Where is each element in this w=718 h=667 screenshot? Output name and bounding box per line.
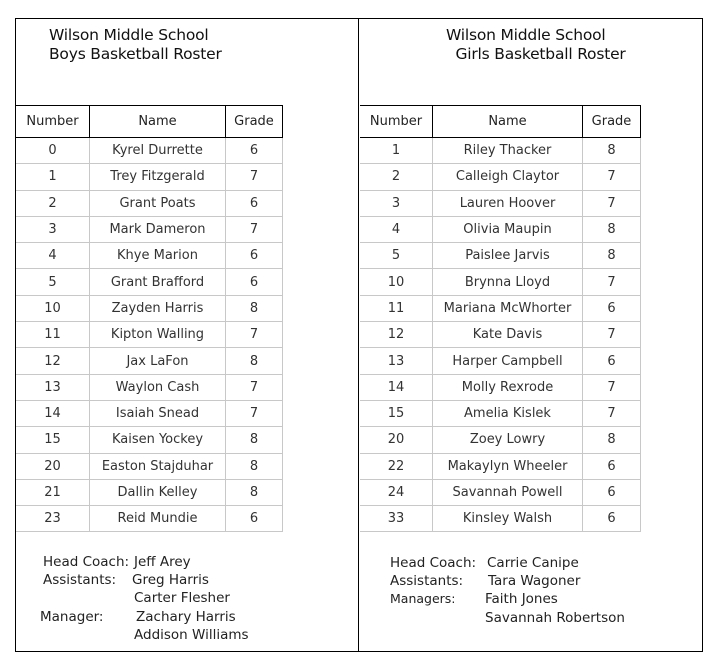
player-name: Kyrel Durrette [90,138,226,164]
boys-table-row [16,453,283,479]
player-name: Kipton Walling [90,322,226,348]
boys-table-row [16,164,283,190]
boys-assistants-label: Assistants: [43,572,117,589]
player-number: 13 [16,374,90,400]
girls-table-row [360,400,641,426]
player-grade: 8 [226,479,283,505]
boys-manager-label: Manager: [40,608,104,625]
player-grade: 6 [226,269,283,295]
column-divider [358,18,359,651]
player-name: Grant Poats [90,190,226,216]
player-grade: 6 [583,295,641,321]
girls-col-grade-header: Grade [583,106,641,138]
player-number: 15 [16,427,90,453]
player-grade: 8 [583,138,641,164]
girls-table-body [360,138,641,532]
player-grade: 8 [583,216,641,242]
player-grade: 6 [583,453,641,479]
player-number: 0 [16,138,90,164]
boys-table-row [16,479,283,505]
player-grade: 7 [226,322,283,348]
girls-assistants-row [390,572,690,590]
boys-assistants-row-2 [43,589,343,607]
player-grade: 6 [583,506,641,532]
player-number: 20 [16,453,90,479]
player-grade: 8 [583,427,641,453]
boys-table-row [16,243,283,269]
player-grade: 7 [583,164,641,190]
player-grade: 7 [583,374,641,400]
girls-assistants-label: Assistants: [390,573,464,590]
player-number: 4 [360,216,433,242]
player-number: 2 [360,164,433,190]
player-number: 1 [360,138,433,164]
player-number: 12 [16,348,90,374]
player-number: 11 [360,295,433,321]
boys-title-roster: Boys Basketball Roster [49,45,222,63]
player-grade: 8 [226,295,283,321]
girls-head-coach-name: Carrie Canipe [487,555,579,571]
player-grade: 7 [583,400,641,426]
player-number: 21 [16,479,90,505]
player-name: Mark Dameron [90,216,226,242]
player-number: 2 [16,190,90,216]
girls-assistant-name: Tara Wagoner [488,573,581,590]
player-grade: 6 [583,348,641,374]
player-number: 20 [360,427,433,453]
player-name: Dallin Kelley [90,479,226,505]
girls-table-row [360,295,641,321]
player-name: Grant Brafford [90,269,226,295]
girls-table-row [360,506,641,532]
boys-table-row [16,322,283,348]
player-grade: 7 [226,374,283,400]
player-grade: 7 [583,269,641,295]
player-number: 10 [360,269,433,295]
player-name: Waylon Cash [90,374,226,400]
boys-head-coach-label: Head Coach: [43,554,130,570]
player-number: 23 [16,506,90,532]
player-name: Harper Campbell [433,348,583,374]
player-name: Zoey Lowry [433,427,583,453]
player-name: Olivia Maupin [433,216,583,242]
girls-manager-name: Faith Jones [485,591,558,608]
player-number: 11 [16,322,90,348]
player-name: Makaylyn Wheeler [433,453,583,479]
boys-head-coach-row [43,553,343,571]
boys-manager-row [40,608,343,626]
boys-col-name-header: Name [90,106,226,138]
boys-table-row [16,506,283,532]
girls-title-school: Wilson Middle School [446,26,606,44]
boys-col-grade-header: Grade [226,106,283,138]
player-name: Isaiah Snead [90,400,226,426]
girls-col-name-header: Name [433,106,583,138]
player-name: Kate Davis [433,322,583,348]
boys-table-row [16,374,283,400]
boys-table-row [16,269,283,295]
player-number: 5 [360,243,433,269]
player-number: 13 [360,348,433,374]
player-number: 33 [360,506,433,532]
player-number: 24 [360,479,433,505]
player-grade: 6 [226,243,283,269]
player-name: Calleigh Claytor [433,164,583,190]
player-name: Paislee Jarvis [433,243,583,269]
girls-table-row [360,348,641,374]
girls-table-row [360,243,641,269]
player-grade: 7 [583,322,641,348]
player-grade: 7 [226,400,283,426]
girls-managers-row-2 [390,609,690,627]
player-name: Kinsley Walsh [433,506,583,532]
girls-title-roster: Girls Basketball Roster [455,45,626,63]
player-grade: 7 [226,164,283,190]
boys-manager-name: Zachary Harris [136,608,236,625]
girls-table-row [360,269,641,295]
boys-assistants-row [43,571,343,589]
player-name: Reid Mundie [90,506,226,532]
girls-col-number-header: Number [360,106,433,138]
player-grade: 6 [226,506,283,532]
player-name: Riley Thacker [433,138,583,164]
girls-roster-title [446,26,626,64]
player-number: 14 [360,374,433,400]
player-name: Kaisen Yockey [90,427,226,453]
boys-table-body [16,138,283,532]
player-name: Lauren Hoover [433,190,583,216]
boys-col-number-header: Number [16,106,90,138]
player-name: Trey Fitzgerald [90,164,226,190]
player-name: Brynna Lloyd [433,269,583,295]
player-grade: 7 [226,216,283,242]
boys-manager-name: Addison Williams [134,626,249,643]
girls-staff-block [390,554,690,627]
girls-manager-name: Savannah Robertson [485,609,625,626]
player-number: 4 [16,243,90,269]
boys-assistant-name: Carter Flesher [134,590,230,607]
boys-table-row [16,400,283,426]
girls-table-row [360,479,641,505]
player-number: 3 [360,190,433,216]
player-name: Amelia Kislek [433,400,583,426]
player-number: 15 [360,400,433,426]
girls-managers-label: Managers: [390,591,456,607]
boys-roster-title [49,26,222,64]
player-number: 3 [16,216,90,242]
girls-table-row [360,164,641,190]
player-grade: 7 [583,190,641,216]
boys-table-row [16,427,283,453]
girls-roster-table [360,105,641,532]
girls-table-row [360,427,641,453]
player-grade: 8 [583,243,641,269]
player-number: 1 [16,164,90,190]
girls-table-row [360,374,641,400]
boys-assistant-name: Greg Harris [132,572,209,589]
girls-table-row [360,138,641,164]
boys-staff-block [40,553,343,644]
player-name: Molly Rexrode [433,374,583,400]
player-name: Jax LaFon [90,348,226,374]
player-number: 22 [360,453,433,479]
boys-head-coach-name: Jeff Arey [134,554,191,570]
player-grade: 8 [226,453,283,479]
girls-table-row [360,453,641,479]
player-number: 5 [16,269,90,295]
girls-managers-row [390,590,690,608]
player-name: Easton Stajduhar [90,453,226,479]
player-grade: 6 [226,138,283,164]
player-number: 10 [16,295,90,321]
boys-table-row [16,295,283,321]
girls-table-row [360,190,641,216]
boys-table-row [16,348,283,374]
girls-table-row [360,216,641,242]
player-name: Zayden Harris [90,295,226,321]
player-number: 14 [16,400,90,426]
player-number: 12 [360,322,433,348]
player-name: Khye Marion [90,243,226,269]
player-grade: 8 [226,348,283,374]
player-grade: 8 [226,427,283,453]
player-grade: 6 [583,479,641,505]
boys-table-row [16,216,283,242]
boys-roster-table [16,105,283,532]
girls-header-row [360,106,641,138]
boys-table-row [16,138,283,164]
boys-manager-row-2 [43,626,343,644]
girls-table-row [360,322,641,348]
girls-head-coach-label: Head Coach: [390,555,477,571]
girls-head-coach-row [390,554,690,572]
player-grade: 6 [226,190,283,216]
boys-table-row [16,190,283,216]
boys-title-school: Wilson Middle School [49,26,209,44]
player-name: Mariana McWhorter [433,295,583,321]
boys-header-row [16,106,283,138]
player-name: Savannah Powell [433,479,583,505]
